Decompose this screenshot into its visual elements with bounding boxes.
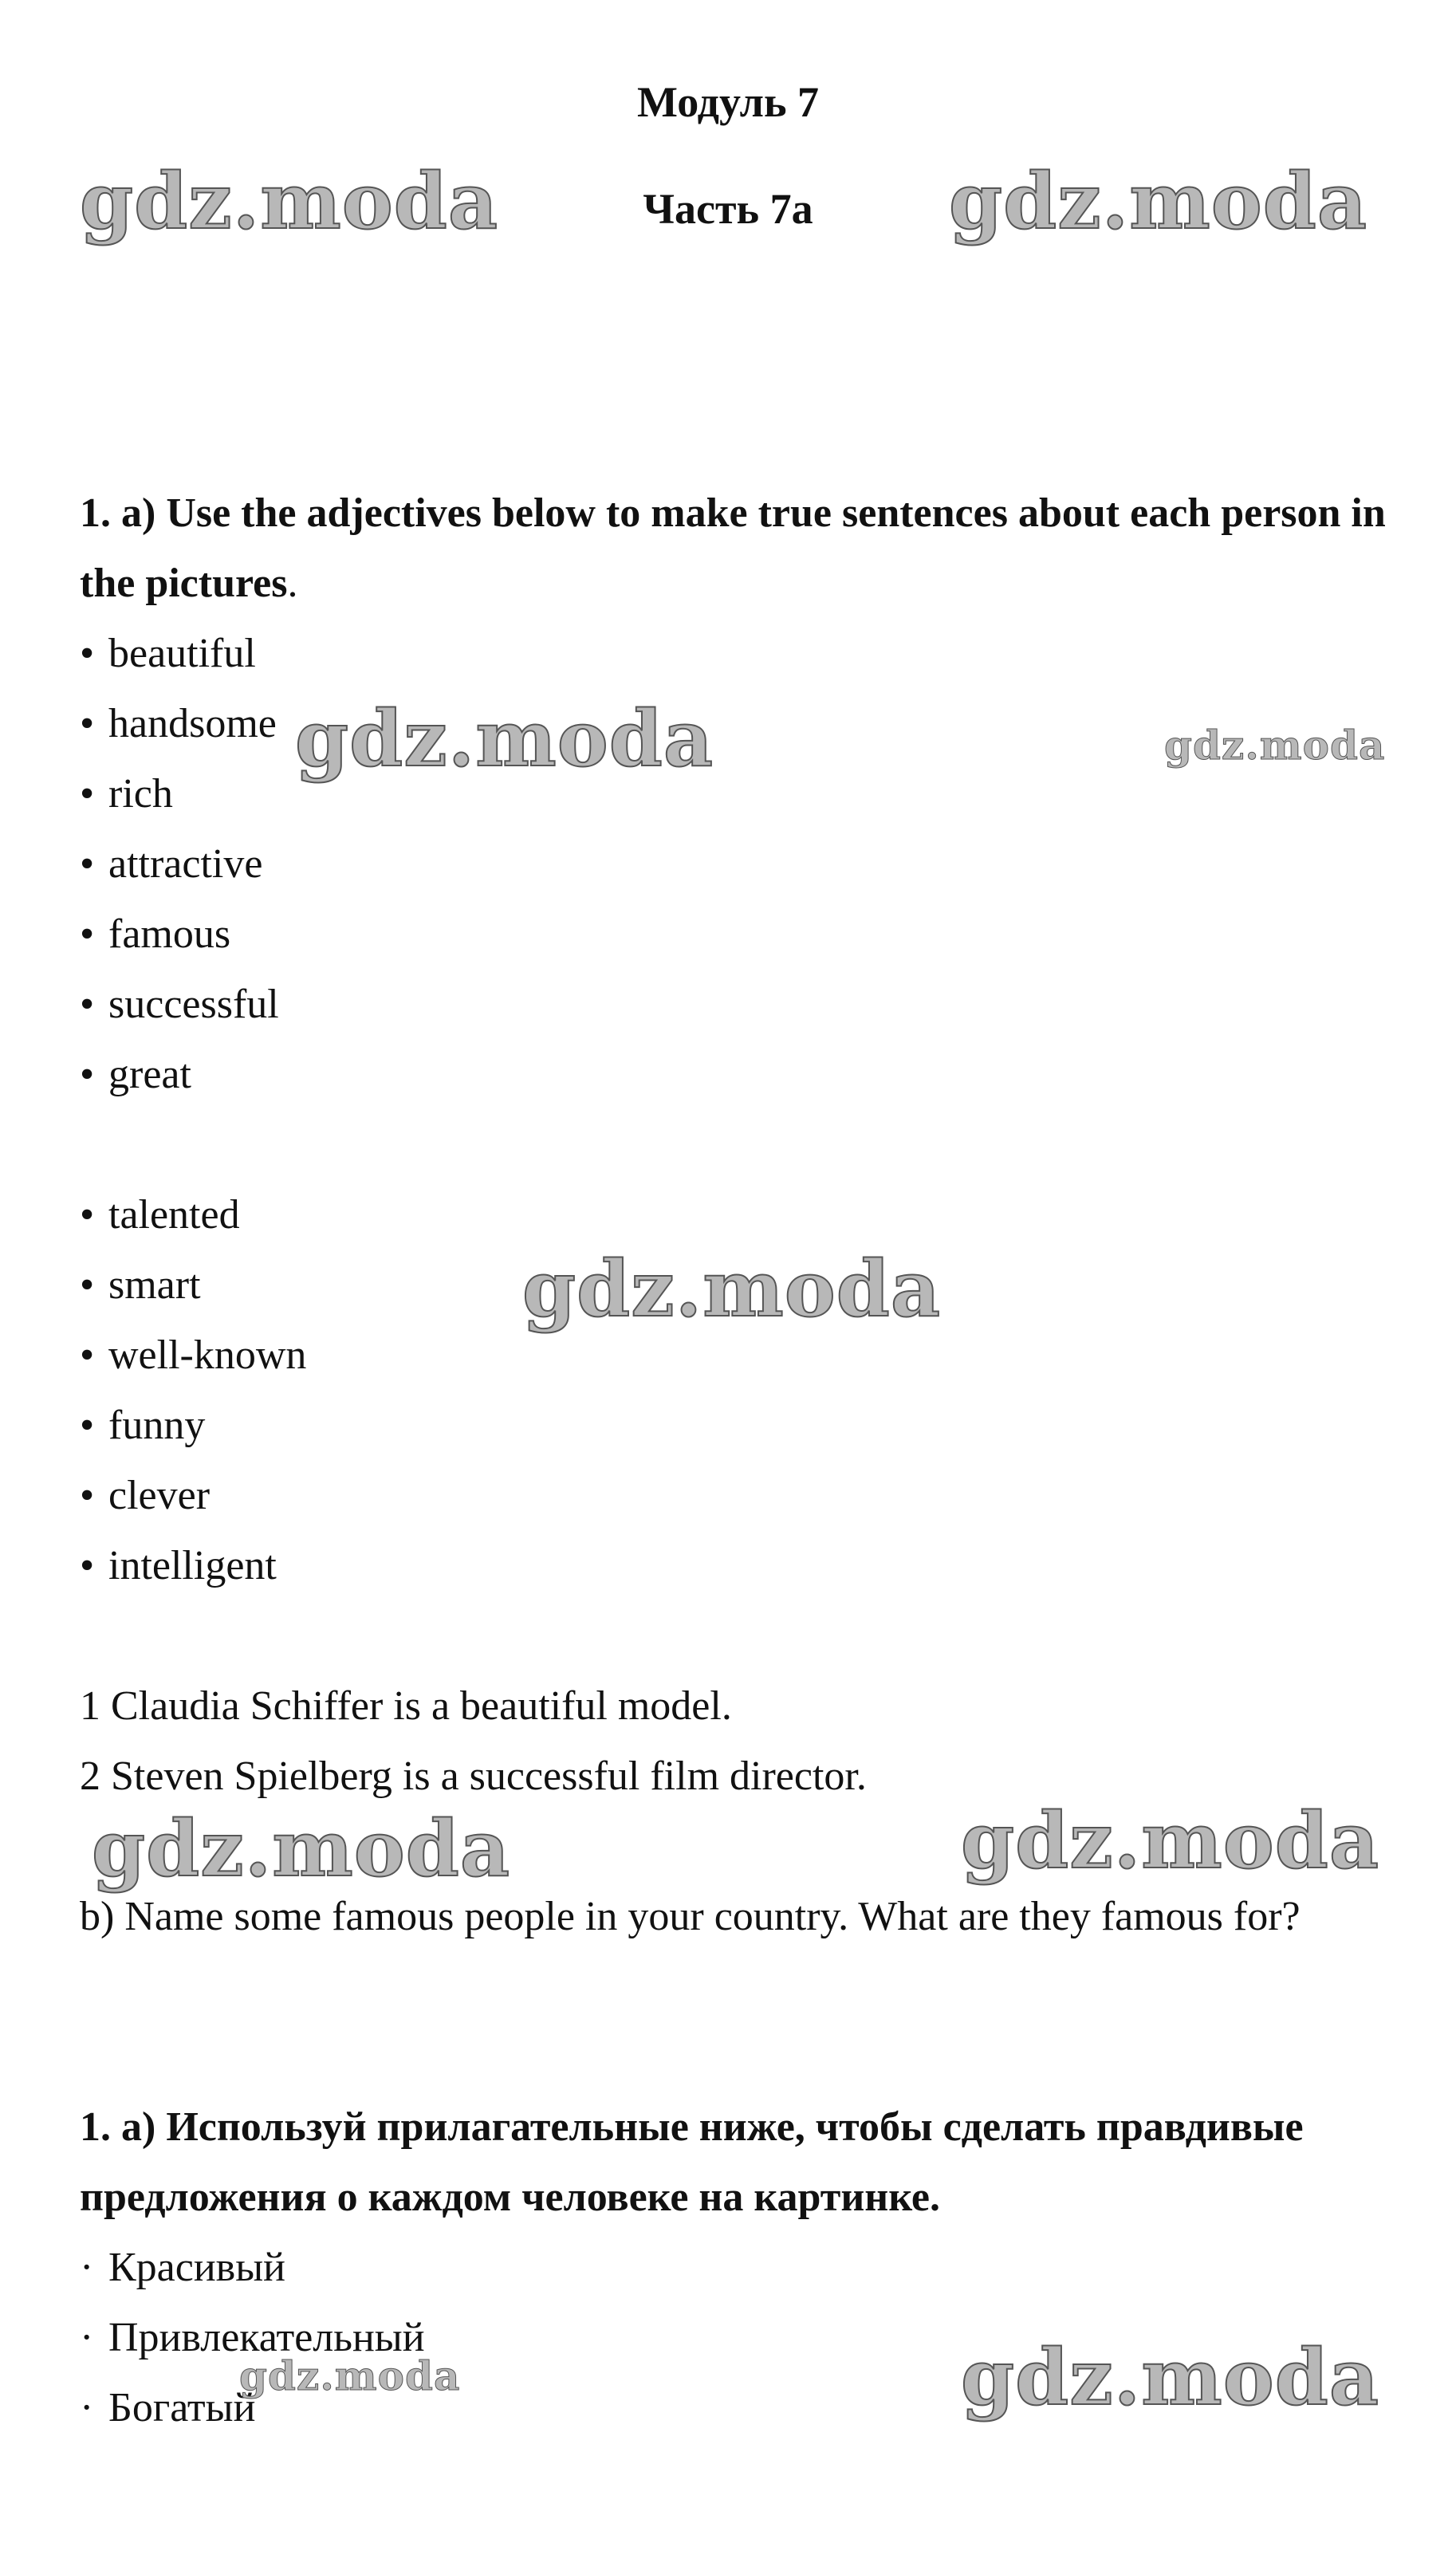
task-ru-title: 1. а) Используй прилагательные ниже, чтобы сделать правдивые предложения о каждом человеке на картинке.	[80, 2104, 1304, 2220]
bullet: •	[80, 911, 95, 957]
adjective: funny	[108, 1403, 206, 1448]
adjective: Красивый	[108, 2245, 285, 2290]
adjectives-list-2	[80, 1180, 1387, 1601]
adjective: Богатый	[108, 2385, 256, 2430]
adjective: well-known	[108, 1332, 307, 1378]
watermark-logo: gdz.moda	[961, 1796, 1380, 1886]
watermark-logo: gdz.moda	[949, 156, 1368, 246]
watermark-logo: gdz.moda	[295, 694, 714, 784]
list-item	[80, 829, 1387, 899]
part-heading: Часть 7а	[643, 185, 813, 233]
bullet: •	[80, 841, 95, 887]
list-item	[80, 1180, 1387, 1250]
list-item	[80, 759, 1387, 829]
adjective: talented	[108, 1192, 240, 1238]
spacer	[80, 1110, 1387, 1180]
task-en-title-tail: .	[287, 561, 298, 606]
adjective: handsome	[108, 701, 277, 746]
list-item	[80, 1391, 1387, 1461]
adjective: smart	[108, 1262, 201, 1308]
list-item	[80, 1461, 1387, 1531]
adjective: intelligent	[108, 1543, 277, 1588]
spacer	[80, 1601, 1387, 1671]
watermark-logo: gdz.moda	[1164, 722, 1386, 769]
list-item	[80, 619, 1387, 689]
adjective: great	[108, 1052, 191, 1097]
bullet: •	[80, 982, 95, 1027]
watermark-logo: gdz.moda	[239, 2352, 461, 2399]
bullet: •	[80, 701, 95, 746]
bullet: ·	[80, 2315, 94, 2360]
adjective: Привлекательный	[108, 2315, 425, 2360]
bullet: •	[80, 1052, 95, 1097]
spacer	[80, 1812, 1387, 1882]
list-item	[80, 1040, 1387, 1110]
task-en-part-b: b) Name some famous people in your country. What are they famous for?	[80, 1894, 1301, 1939]
list-item	[80, 689, 1387, 759]
bullet: •	[80, 631, 95, 676]
bullet: •	[80, 1262, 95, 1308]
bullet: ·	[80, 2245, 94, 2290]
list-item	[80, 2373, 1387, 2443]
adjectives-list-1	[80, 619, 1387, 1110]
example-sentence-2: 2 Steven Spielberg is a successful film director.	[80, 1753, 867, 1799]
watermark-logo: gdz.moda	[92, 1804, 511, 1894]
adjective: rich	[108, 771, 173, 817]
example-sentence-1: 1 Claudia Schiffer is a beautiful model.	[80, 1683, 732, 1729]
bullet: •	[80, 1543, 95, 1588]
watermark-logo: gdz.moda	[961, 2332, 1380, 2422]
bullet: ·	[80, 2385, 94, 2430]
list-item	[80, 2233, 1387, 2303]
list-item	[80, 899, 1387, 970]
task-en-title-text: 1. a) Use the adjectives below to make true sentences about each person in the pictures	[80, 490, 1386, 606]
list-item	[80, 970, 1387, 1040]
adjective: attractive	[108, 841, 263, 887]
adjective: beautiful	[108, 631, 256, 676]
adjective: famous	[108, 911, 231, 957]
content	[80, 478, 1387, 2443]
bullet: •	[80, 1192, 95, 1238]
watermark-logo: gdz.moda	[522, 1244, 942, 1334]
adjectives-list-ru	[80, 2233, 1387, 2443]
module-heading: Модуль 7	[636, 78, 820, 126]
list-item	[80, 2303, 1387, 2373]
adjective: clever	[108, 1473, 211, 1518]
adjective: successful	[108, 982, 279, 1027]
list-item	[80, 1250, 1387, 1320]
spacer	[80, 1952, 1387, 2092]
bullet: •	[80, 1403, 95, 1448]
list-item	[80, 1320, 1387, 1391]
bullet: •	[80, 1332, 95, 1378]
bullet: •	[80, 1473, 95, 1518]
watermark-logo: gdz.moda	[80, 156, 499, 246]
list-item	[80, 1531, 1387, 1601]
bullet: •	[80, 771, 95, 817]
task-en-title	[80, 478, 1387, 619]
